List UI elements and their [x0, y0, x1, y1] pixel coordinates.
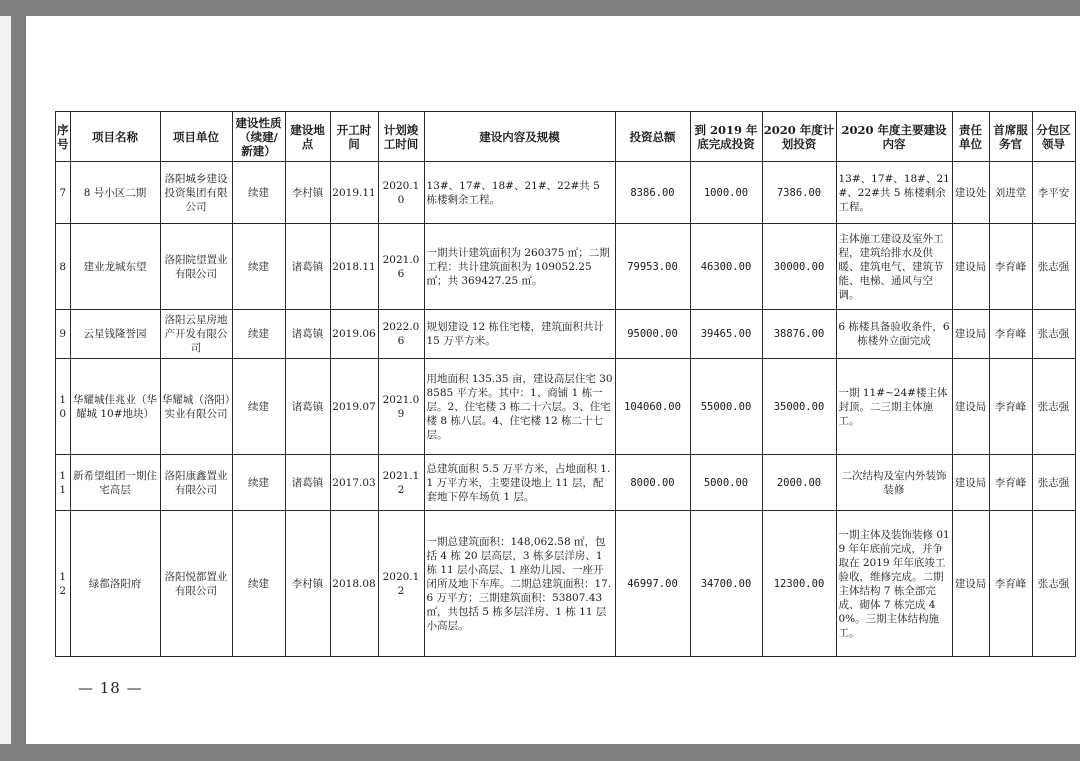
cell-project-name: 建业龙城东望	[70, 224, 160, 310]
header-project-unit: 项目单位	[160, 112, 232, 162]
cell-project-name: 云星钱隆誉园	[70, 310, 160, 359]
header-content-2020: 2020 年度主要建设内容	[836, 112, 952, 162]
table-header-row	[56, 112, 1076, 162]
cell-plan-2020: 12300.00	[762, 511, 836, 657]
cell-district-leader: 张志强	[1032, 224, 1075, 310]
cell-no: 9	[56, 310, 71, 359]
cell-scope: 用地面积 135.35 亩，建设高层住宅 308585 平方米。其中：1、商铺 1 栋一层。2、住宅楼 3 栋二十六层。3、住宅楼 8 栋八层。4、住宅楼 12 栋二十七层。	[424, 359, 615, 455]
cell-no: 12	[56, 511, 71, 657]
cell-construction-type: 续建	[232, 511, 285, 657]
cell-responsible-unit: 建设局	[952, 359, 989, 455]
table-row	[56, 359, 1076, 455]
cell-content-2020: 一期主体及装饰装修 019 年年底前完成，并争取在 2019 年年底竣工验收，维修完成。二期主体结构 7 栋全部完成、砌体 7 栋完成 40%。三期主体结构施工。	[836, 511, 952, 657]
cell-no: 11	[56, 455, 71, 511]
cell-responsible-unit: 建设局	[952, 224, 989, 310]
cell-district-leader: 张志强	[1032, 455, 1075, 511]
cell-scope: 一期共计建筑面积为 260375 ㎡；二期工程：共计建筑面积为 109052.25 ㎡；共 369427.25 ㎡。	[424, 224, 615, 310]
cell-done-2019: 5000.00	[690, 455, 762, 511]
cell-total-investment: 79953.00	[615, 224, 690, 310]
cell-scope: 13#、17#、18#、21#、22#共 5 栋楼剩余工程。	[424, 162, 615, 224]
cell-start-date: 2019.06	[330, 310, 378, 359]
cell-done-2019: 1000.00	[690, 162, 762, 224]
cell-responsible-unit: 建设局	[952, 511, 989, 657]
cell-chief-officer: 李育峰	[989, 511, 1032, 657]
cell-project-name: 新希望组团一期住宅高层	[70, 455, 160, 511]
header-responsible-unit: 责任单位	[952, 112, 989, 162]
cell-location: 诸葛镇	[285, 359, 330, 455]
cell-chief-officer: 李育峰	[989, 224, 1032, 310]
cell-responsible-unit: 建设局	[952, 310, 989, 359]
cell-no: 10	[56, 359, 71, 455]
cell-project-unit: 华耀城（洛阳）实业有限公司	[160, 359, 232, 455]
cell-construction-type: 续建	[232, 224, 285, 310]
cell-content-2020: 主体施工建设及室外工程，建筑给排水及供暖、建筑电气、建筑节能、电梯、通风与空调。	[836, 224, 952, 310]
cell-done-2019: 39465.00	[690, 310, 762, 359]
cell-location: 诸葛镇	[285, 310, 330, 359]
cell-done-2019: 34700.00	[690, 511, 762, 657]
cell-project-unit: 洛阳悦都置业有限公司	[160, 511, 232, 657]
cell-location: 李村镇	[285, 162, 330, 224]
cell-total-investment: 95000.00	[615, 310, 690, 359]
cell-project-unit: 洛阳云星房地产开发有限公司	[160, 310, 232, 359]
cell-no: 7	[56, 162, 71, 224]
header-construction-type: 建设性质（续建/新建）	[232, 112, 285, 162]
cell-chief-officer: 刘进堂	[989, 162, 1032, 224]
cell-planned-completion: 2021.06	[378, 224, 424, 310]
cell-location: 诸葛镇	[285, 224, 330, 310]
header-location: 建设地点	[285, 112, 330, 162]
header-plan-2020: 2020 年度计划投资	[762, 112, 836, 162]
cell-responsible-unit: 建设处	[952, 162, 989, 224]
cell-scope: 总建筑面积 5.5 万平方米，占地面积 1.1 万平方米，主要建设地上 11 层，配套地下停车场负 1 层。	[424, 455, 615, 511]
cell-project-unit: 洛阳院望置业有限公司	[160, 224, 232, 310]
project-table	[55, 111, 1076, 657]
cell-construction-type: 续建	[232, 455, 285, 511]
cell-start-date: 2019.07	[330, 359, 378, 455]
cell-chief-officer: 李育峰	[989, 359, 1032, 455]
cell-done-2019: 55000.00	[690, 359, 762, 455]
cell-planned-completion: 2021.09	[378, 359, 424, 455]
table-row	[56, 511, 1076, 657]
cell-total-investment: 104060.00	[615, 359, 690, 455]
header-project-name: 项目名称	[70, 112, 160, 162]
cell-start-date: 2018.11	[330, 224, 378, 310]
cell-plan-2020: 38876.00	[762, 310, 836, 359]
cell-construction-type: 续建	[232, 359, 285, 455]
cell-total-investment: 8386.00	[615, 162, 690, 224]
page-number: — 18 —	[78, 679, 143, 697]
cell-no: 8	[56, 224, 71, 310]
cell-plan-2020: 7386.00	[762, 162, 836, 224]
cell-plan-2020: 35000.00	[762, 359, 836, 455]
cell-district-leader: 张志强	[1032, 359, 1075, 455]
cell-content-2020: 6 栋楼具备验收条件，6 栋楼外立面完成	[836, 310, 952, 359]
cell-district-leader: 李平安	[1032, 162, 1075, 224]
cell-total-investment: 46997.00	[615, 511, 690, 657]
table-row	[56, 310, 1076, 359]
cell-content-2020: 二次结构及室内外装饰装修	[836, 455, 952, 511]
cell-chief-officer: 李育峰	[989, 310, 1032, 359]
cell-project-name: 8 号小区二期	[70, 162, 160, 224]
viewer-left-edge	[0, 16, 11, 744]
header-start-date: 开工时间	[330, 112, 378, 162]
cell-construction-type: 续建	[232, 162, 285, 224]
table-row	[56, 162, 1076, 224]
document-page	[26, 16, 1080, 744]
table-row	[56, 455, 1076, 511]
cell-project-name: 华耀城佳兆业（华耀城 10#地块）	[70, 359, 160, 455]
cell-content-2020: 一期 11#~24#楼主体封顶。二三期主体施工。	[836, 359, 952, 455]
cell-planned-completion: 2022.06	[378, 310, 424, 359]
cell-content-2020: 13#、17#、18#、21#、22#共 5 栋楼剩余工程。	[836, 162, 952, 224]
cell-planned-completion: 2021.12	[378, 455, 424, 511]
cell-scope: 规划建设 12 栋住宅楼，建筑面积共计 15 万平方米。	[424, 310, 615, 359]
cell-planned-completion: 2020.10	[378, 162, 424, 224]
cell-district-leader: 张志强	[1032, 511, 1075, 657]
header-done-2019: 到 2019 年底完成投资	[690, 112, 762, 162]
cell-chief-officer: 李育峰	[989, 455, 1032, 511]
cell-project-name: 绿都洛阳府	[70, 511, 160, 657]
cell-location: 诸葛镇	[285, 455, 330, 511]
cell-location: 李村镇	[285, 511, 330, 657]
cell-total-investment: 8000.00	[615, 455, 690, 511]
cell-start-date: 2017.03	[330, 455, 378, 511]
cell-plan-2020: 30000.00	[762, 224, 836, 310]
cell-scope: 一期总建筑面积：148,062.58 ㎡，包括 4 栋 20 层高层，3 栋多层洋房、1 栋 11 层小高层、1 座幼儿园、一座开闭所及地下车库。二期总建筑面积：17.6 万平方；三期建筑面积：53807.43 ㎡，共包括 5 栋多层洋房、1 栋 11 层小高层。	[424, 511, 615, 657]
header-no: 序号	[56, 112, 71, 162]
table-row	[56, 224, 1076, 310]
header-chief-officer: 首席服务官	[989, 112, 1032, 162]
cell-plan-2020: 2000.00	[762, 455, 836, 511]
header-planned-completion: 计划竣工时间	[378, 112, 424, 162]
cell-project-unit: 洛阳康鑫置业有限公司	[160, 455, 232, 511]
cell-district-leader: 张志强	[1032, 310, 1075, 359]
cell-construction-type: 续建	[232, 310, 285, 359]
cell-planned-completion: 2020.12	[378, 511, 424, 657]
header-total-investment: 投资总额	[615, 112, 690, 162]
header-district-leader: 分包区领导	[1032, 112, 1075, 162]
cell-start-date: 2018.08	[330, 511, 378, 657]
header-scope: 建设内容及规模	[424, 112, 615, 162]
cell-responsible-unit: 建设局	[952, 455, 989, 511]
cell-project-unit: 洛阳城乡建设投资集团有限公司	[160, 162, 232, 224]
cell-start-date: 2019.11	[330, 162, 378, 224]
cell-done-2019: 46300.00	[690, 224, 762, 310]
